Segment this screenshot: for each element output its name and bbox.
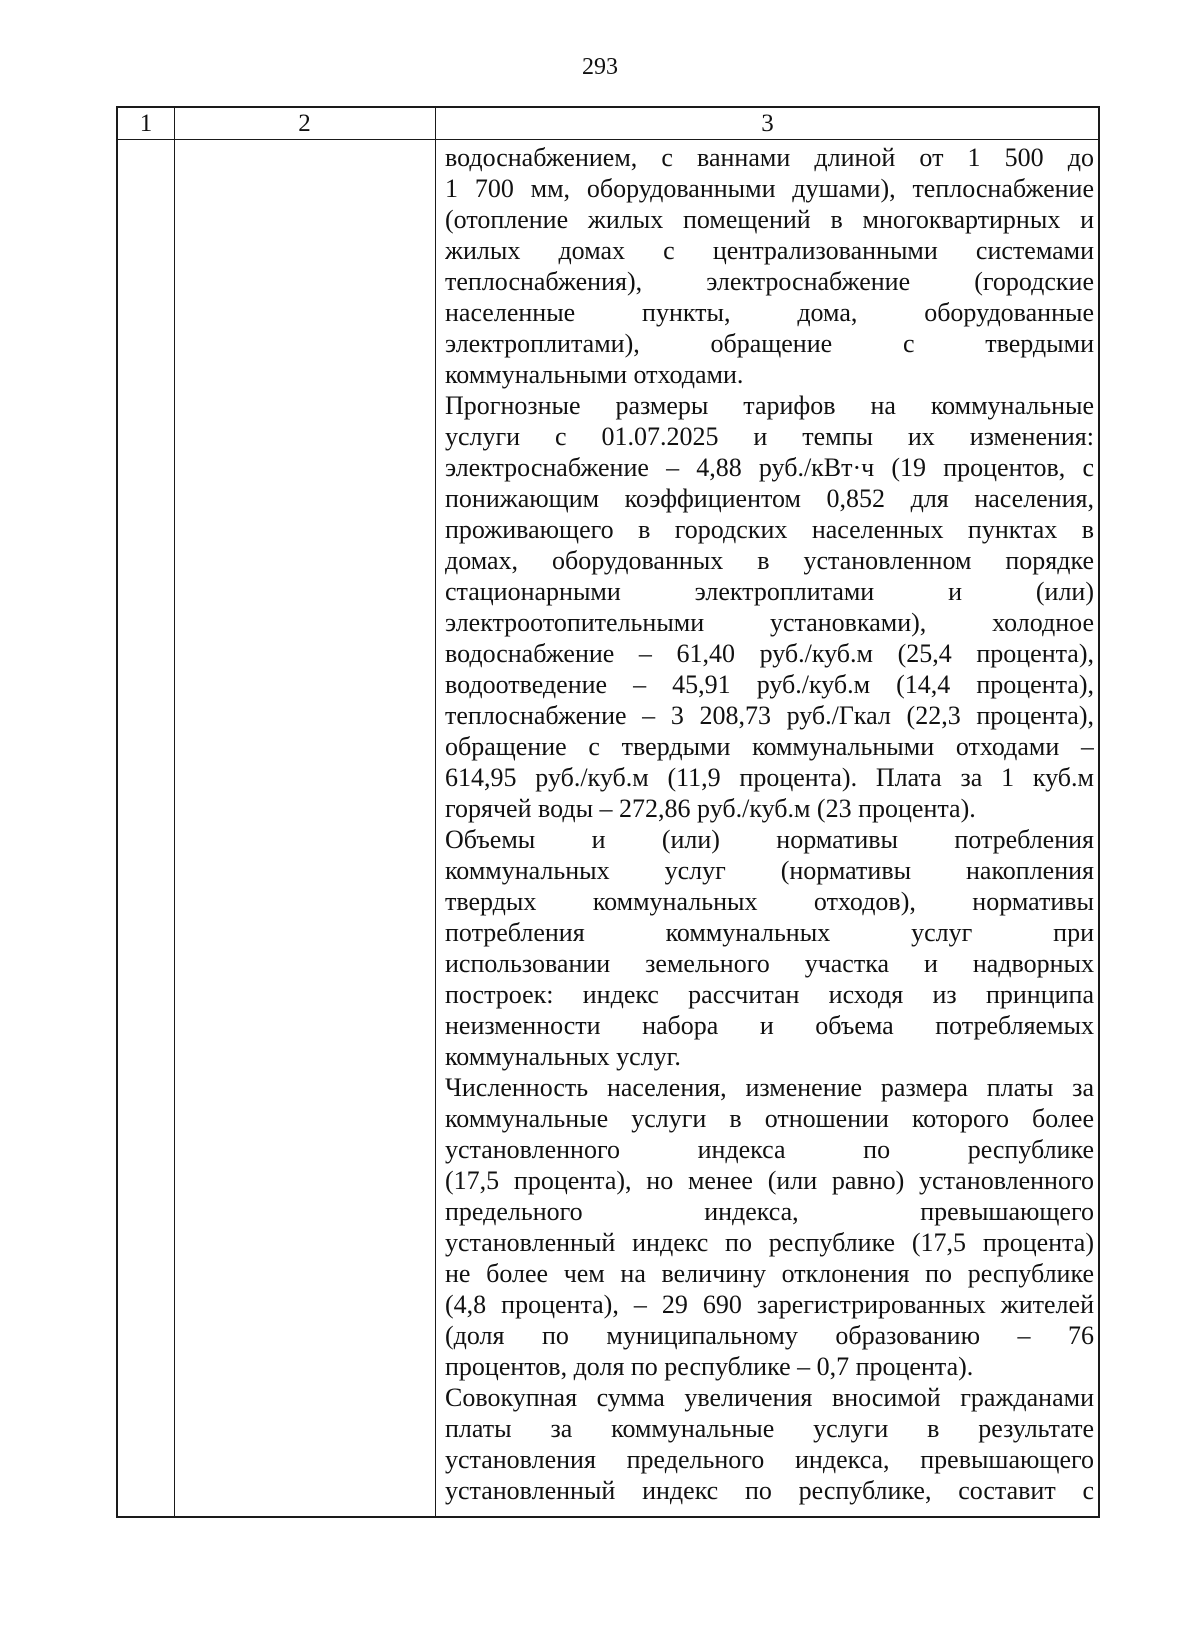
column-header-1: 1: [139, 110, 153, 137]
text-line: проживающего в городских населенных пунктах в: [445, 515, 1094, 544]
paragraph: [445, 1072, 1094, 1382]
text-line: теплоснабжение – 3 208,73 руб./Гкал (22,3 процента),: [445, 701, 1094, 730]
text-line: электроснабжение – 4,88 руб./кВт·ч (19 процентов, с: [445, 453, 1094, 482]
text-line: 614,95 руб./куб.м (11,9 процента). Плата за 1 куб.м: [445, 763, 1094, 792]
text-line: населенные пункты, дома, оборудованные: [445, 298, 1094, 327]
document-table: [116, 106, 1100, 1518]
text-line: домах, оборудованных в установленном порядке: [445, 546, 1094, 575]
text-line: установленного индекса по республике: [445, 1135, 1094, 1164]
header-divider: [118, 139, 1098, 140]
text-line: коммунальные услуги в отношении которого более: [445, 1104, 1094, 1133]
text-line: электроплитами), обращение с твердыми: [445, 329, 1094, 358]
text-line: предельного индекса, превышающего: [445, 1197, 1094, 1226]
page-number: 293: [582, 54, 618, 80]
text-line: электроотопительными установками), холодное: [445, 608, 1094, 637]
paragraph: [445, 1382, 1094, 1506]
text-line: не более чем на величину отклонения по республике: [445, 1259, 1094, 1288]
column-divider-1: [174, 108, 175, 1516]
text-line: Объемы и (или) нормативы потребления: [445, 825, 1094, 854]
text-line: установления предельного индекса, превышающего: [445, 1445, 1094, 1474]
text-line: услуги с 01.07.2025 и темпы их изменения:: [445, 422, 1094, 451]
text-line: (4,8 процента), – 29 690 зарегистрированных жителей: [445, 1290, 1094, 1319]
text-line: неизменности набора и объема потребляемых: [445, 1011, 1094, 1040]
text-line: 1 700 мм, оборудованными душами), теплоснабжение: [445, 174, 1094, 203]
column-header-3: 3: [761, 110, 774, 137]
text-line: обращение с твердыми коммунальными отходами –: [445, 732, 1094, 761]
text-line: водоотведение – 45,91 руб./куб.м (14,4 процента),: [445, 670, 1094, 699]
text-line: коммунальных услуг (нормативы накопления: [445, 856, 1094, 885]
paragraph: [445, 824, 1094, 1072]
text-line: построек: индекс рассчитан исходя из принципа: [445, 980, 1094, 1009]
column-header-2: 2: [298, 110, 311, 137]
text-line: платы за коммунальные услуги в результате: [445, 1414, 1094, 1443]
text-line: (доля по муниципальному образованию – 76: [445, 1321, 1094, 1350]
text-line: установленный индекс по республике, составит с: [445, 1476, 1094, 1505]
paragraph: [445, 142, 1094, 390]
text-line: использовании земельного участка и надворных: [445, 949, 1094, 978]
text-line: горячей воды – 272,86 руб./куб.м (23 процента).: [445, 794, 976, 823]
text-line: водоснабжение – 61,40 руб./куб.м (25,4 процента),: [445, 639, 1094, 668]
paragraph: [445, 390, 1094, 824]
text-line: коммунальных услуг.: [445, 1042, 681, 1071]
text-line: установленный индекс по республике (17,5 процента): [445, 1228, 1094, 1257]
text-line: процентов, доля по республике – 0,7 процента).: [445, 1352, 974, 1381]
text-line: твердых коммунальных отходов), нормативы: [445, 887, 1094, 916]
text-line: Численность населения, изменение размера платы за: [445, 1073, 1094, 1102]
text-line: Прогнозные размеры тарифов на коммунальные: [445, 391, 1094, 420]
column-divider-2: [435, 108, 436, 1516]
text-line: стационарными электроплитами и (или): [445, 577, 1094, 606]
text-line: коммунальными отходами.: [445, 360, 744, 389]
text-line: водоснабжением, с ваннами длиной от 1 500 до: [445, 143, 1094, 172]
text-line: (17,5 процента), но менее (или равно) установленного: [445, 1166, 1094, 1195]
column-3-body-text: [445, 142, 1094, 1506]
text-line: Совокупная сумма увеличения вносимой гражданами: [445, 1383, 1094, 1412]
text-line: потребления коммунальных услуг при: [445, 918, 1094, 947]
text-line: теплоснабжения), электроснабжение (городские: [445, 267, 1094, 296]
text-line: жилых домах с централизованными системами: [445, 236, 1094, 265]
text-line: (отопление жилых помещений в многоквартирных и: [445, 205, 1094, 234]
text-line: понижающим коэффициентом 0,852 для населения,: [445, 484, 1094, 513]
